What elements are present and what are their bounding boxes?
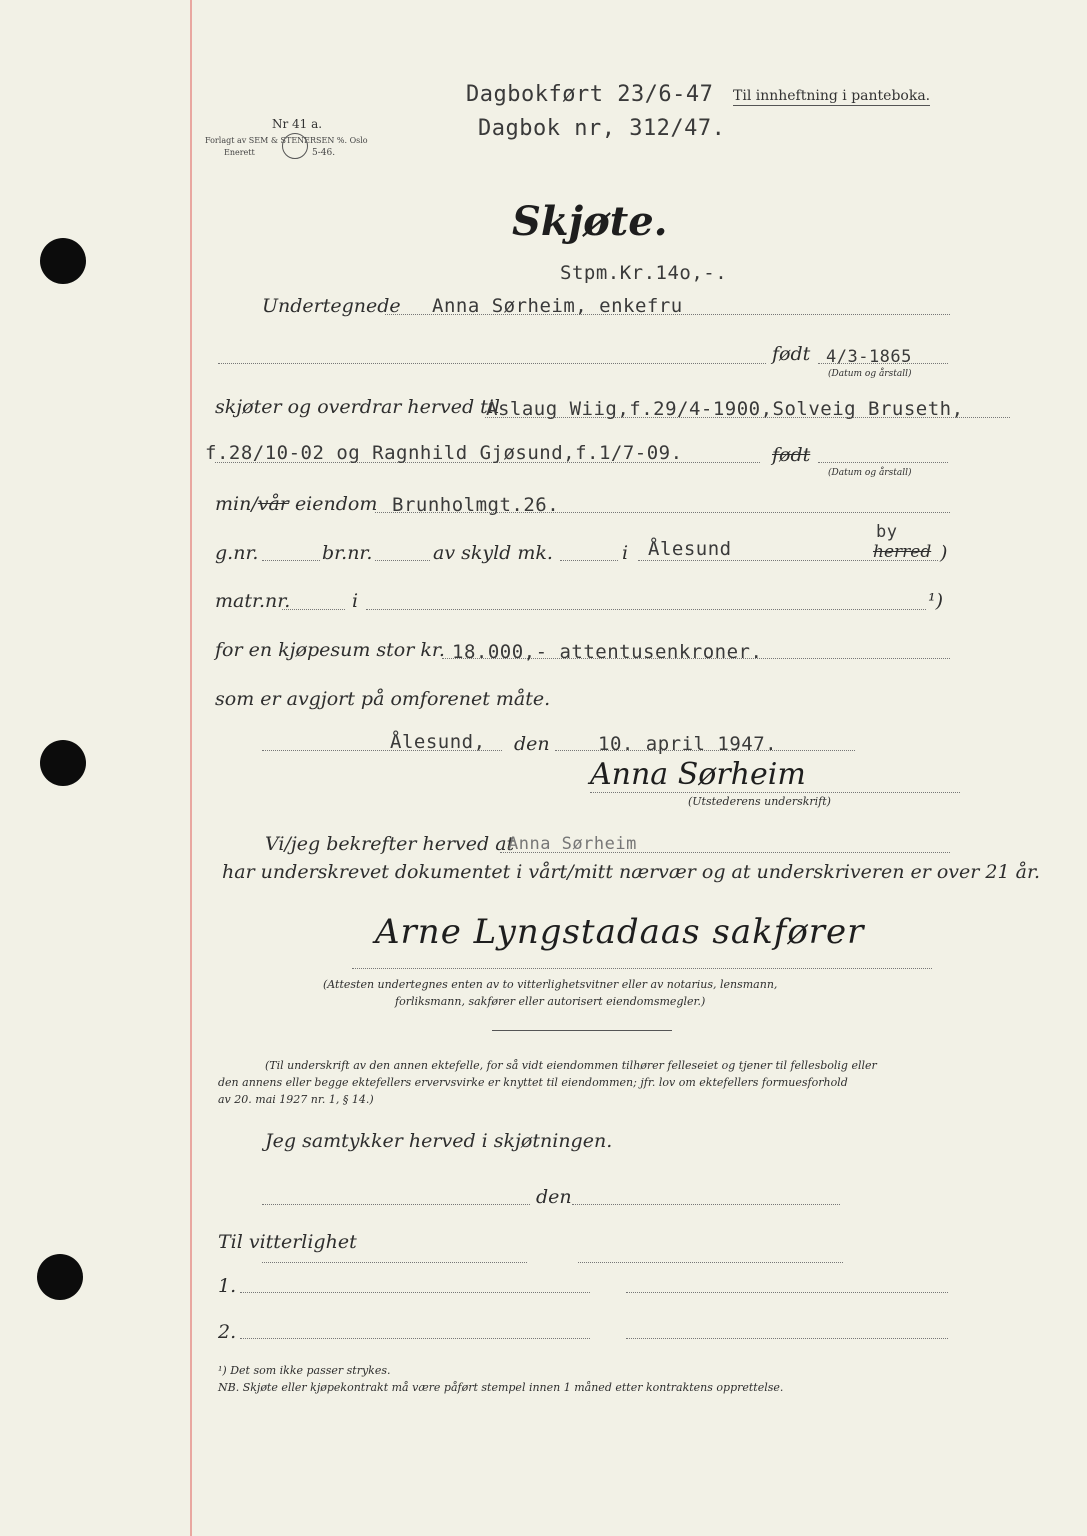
publisher-line: Forlagt av SEM & STENERSEN %. Oslo xyxy=(205,136,368,145)
attest-note-2: forliksmann, sakfører eller autorisert eiendomsmegler.) xyxy=(395,995,706,1008)
fodt-dotline-left xyxy=(218,363,766,364)
kjopesum-label: for en kjøpesum stor kr. xyxy=(215,639,445,661)
spouse-note-3: av 20. mai 1927 nr. 1, § 14.) xyxy=(218,1093,374,1106)
til-innheftning: Til innheftning i panteboka. xyxy=(733,88,931,104)
fodt2-dotline xyxy=(818,462,948,463)
footnote-mark-2: ¹) xyxy=(928,590,944,612)
witness2-dotline xyxy=(240,1338,590,1339)
form-number: Nr 41 a. xyxy=(272,117,323,131)
datum-note: (Datum og årstall) xyxy=(828,369,912,379)
eiendom-value: Brunholmgt.26. xyxy=(392,494,560,516)
fodt-label: født xyxy=(772,343,811,365)
document-title: Skjøte. xyxy=(512,198,668,245)
consent-text: Jeg samtykker herved i skjøtningen. xyxy=(265,1130,613,1152)
gnr-dotline xyxy=(262,560,320,561)
spouse-sign-dotline-2 xyxy=(578,1262,843,1263)
gnr-label: g.nr. xyxy=(215,542,259,564)
witness-statement: har underskrevet dokumentet i vårt/mitt nærvær og at underskriveren er over 21 år. xyxy=(222,861,1040,883)
separator-line xyxy=(492,1030,672,1031)
consent-place-dotline xyxy=(262,1204,530,1205)
brnr-label: br.nr. xyxy=(322,542,373,564)
avgjort-text: som er avgjort på omforenet måte. xyxy=(215,688,551,710)
recipients-line2: f.28/10-02 og Ragnhild Gjøsund,f.1/7-09. xyxy=(205,442,683,464)
fodt-value: 4/3-1865 xyxy=(826,347,912,367)
witness-sign-dotline xyxy=(352,968,932,969)
consent-den-label: den xyxy=(536,1186,572,1208)
undertegnede-label: Undertegnede xyxy=(262,295,401,317)
spouse-note-2: den annens eller begge ektefellers ervervsvirke er knyttet til eiendommen; jfr. lov om ektefellers formuesforhold xyxy=(218,1076,848,1089)
i-label: i xyxy=(622,542,629,564)
publisher-enerett: Enerett xyxy=(224,148,255,157)
signature-caption: (Utstederens underskrift) xyxy=(688,795,831,808)
dagbok-nr-stamp: Dagbok nr, 312/47. xyxy=(478,116,726,141)
witness1-dotline-2 xyxy=(626,1292,948,1293)
by-value: by xyxy=(876,522,898,542)
matr-dotline xyxy=(282,609,345,610)
publisher-date: 5-46. xyxy=(312,148,336,158)
witness-num-1: 1. xyxy=(218,1275,237,1297)
matr-label: matr.nr. xyxy=(215,590,291,612)
kjopesum-value: 18.000,- attentusenkroner. xyxy=(452,641,763,663)
brnr-dotline xyxy=(375,560,430,561)
witness-signature: Arne Lyngstadaas sakfører xyxy=(375,912,865,952)
i-label-2: i xyxy=(352,590,359,612)
footnote-nb: NB. Skjøte eller kjøpekontrakt må være påført stempel innen 1 måned etter kontraktens opprettelse. xyxy=(218,1381,784,1394)
place-value: Ålesund, xyxy=(390,731,486,753)
witness-name: Anna Sørheim xyxy=(508,834,637,854)
punch-hole-top xyxy=(40,238,86,284)
witness-num-2: 2. xyxy=(218,1321,237,1343)
punch-hole-bottom xyxy=(37,1254,83,1300)
consent-date-dotline xyxy=(572,1204,840,1205)
skjoter-label: skjøter og overdrar herved til xyxy=(215,396,500,418)
den-label: den xyxy=(514,733,550,755)
matr-i-dotline xyxy=(366,609,926,610)
issuer-signature: Anna Sørheim xyxy=(590,757,806,792)
attest-note-1: (Attesten undertegnes enten av to vitterlighetsvitner eller av notarius, lensmann, xyxy=(323,978,778,991)
stamp-fee: Stpm.Kr.14o,-. xyxy=(560,262,728,284)
spouse-note-1: (Til underskrift av den annen ektefelle, for så vidt eiendommen tilhører felleseiet og tjener til fellesbolig eller xyxy=(265,1059,877,1072)
punch-hole-middle xyxy=(40,740,86,786)
fodt2-label: født xyxy=(772,444,811,466)
til-vitterlighet: Til vitterlighet xyxy=(218,1231,357,1253)
herred-struck: herred xyxy=(873,542,932,562)
spouse-sign-dotline xyxy=(262,1262,527,1263)
eiendom-label: min/vår eiendom xyxy=(215,493,378,515)
datum-note-2: (Datum og årstall) xyxy=(828,468,912,478)
red-margin-line xyxy=(190,0,192,1536)
footnote-mark-1: ) xyxy=(940,542,948,564)
date-value: 10. april 1947. xyxy=(598,733,778,755)
witness2-dotline-2 xyxy=(626,1338,948,1339)
publisher-logo xyxy=(282,133,308,159)
dagbokfort-stamp: Dagbokført 23/6-47 xyxy=(466,82,714,107)
recipients-line1: Aslaug Wiig,f.29/4-1900,Solveig Bruseth, xyxy=(486,398,964,420)
skyld-dotline xyxy=(560,560,618,561)
skyld-label: av skyld mk. xyxy=(433,542,553,564)
undertegnede-value: Anna Sørheim, enkefru xyxy=(432,295,683,317)
witness1-dotline xyxy=(240,1292,590,1293)
footnote-1: ¹) Det som ikke passer strykes. xyxy=(218,1364,391,1377)
signature-dotline xyxy=(590,792,960,793)
witness-label: Vi/jeg bekrefter herved at xyxy=(265,833,515,855)
kommune-value: Ålesund xyxy=(648,538,732,560)
